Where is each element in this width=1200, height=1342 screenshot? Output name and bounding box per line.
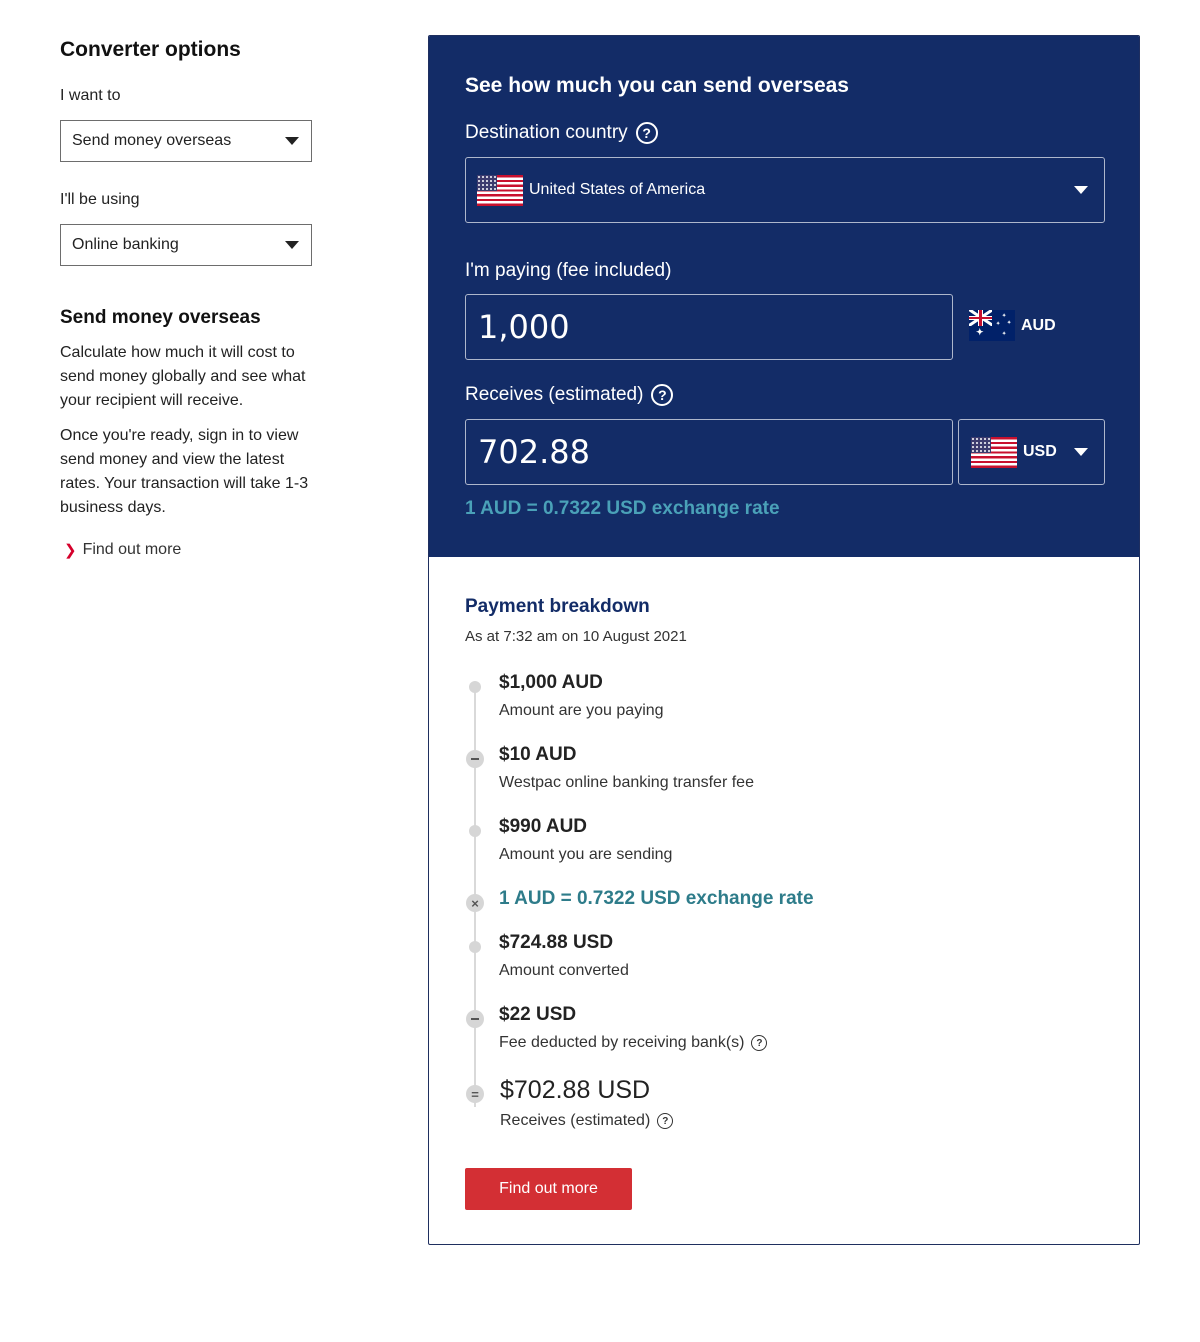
step-description-text: Receives (estimated) [500,1112,651,1129]
receives-currency-select[interactable] [958,419,1105,485]
find-out-more-link[interactable] [60,541,320,559]
step-amount: $10 AUD [499,744,577,765]
want-select-value: Send money overseas [72,132,232,149]
timeline-dot-icon [469,941,481,953]
step-amount: $990 AUD [499,816,588,837]
chevron-right-icon: ❯ [64,542,77,559]
find-out-more-link-label: Find out more [82,541,182,558]
paying-input[interactable]: 1,000 [465,294,953,360]
payment-breakdown [465,596,1105,1129]
help-icon[interactable]: ? [636,122,658,144]
receives-label-text: Receives (estimated) [465,384,644,405]
paying-currency [969,310,1056,341]
final-amount: $702.88 USD [500,1076,651,1104]
minus-icon [466,1010,484,1028]
using-select[interactable] [60,224,312,266]
chevron-down-icon [285,241,299,249]
step-description: Westpac online banking transfer fee [499,774,754,791]
step-amount: $724.88 USD [499,932,614,953]
us-flag-icon [971,437,1017,468]
converter-options [60,36,320,559]
timeline-dot-icon [469,825,481,837]
info-paragraph-2: Once you're ready, sign in to view send money and view the latest rates. Your transaction will take 1-3 business days. [60,427,309,516]
breakdown-title: Payment breakdown [465,596,650,617]
converter-options-heading: Converter options [60,38,241,61]
paying-currency-code: AUD [1021,316,1056,334]
step-description: Amount are you paying [499,702,664,719]
paying-label: I'm paying (fee included) [465,260,672,281]
info-heading: Send money overseas [60,307,261,328]
timeline-dot-icon [469,681,481,693]
find-out-more-button[interactable]: Find out more [465,1168,632,1210]
help-icon[interactable]: ? [657,1113,673,1129]
chevron-down-icon [285,137,299,145]
receives-label [465,384,673,406]
equals-icon: = [466,1085,484,1103]
step-exchange-rate: 1 AUD = 0.7322 USD exchange rate [499,888,814,909]
receives-currency-code: USD [1023,443,1057,460]
want-select[interactable] [60,120,312,162]
step-description-text: Fee deducted by receiving bank(s) [499,1034,745,1051]
step-description: Amount converted [499,962,629,979]
exchange-rate-text: 1 AUD = 0.7322 USD exchange rate [465,498,780,519]
destination-value: United States of America [529,181,706,198]
chevron-down-icon [1074,186,1088,194]
destination-select[interactable] [465,157,1105,223]
using-select-value: Online banking [72,236,179,253]
destination-label [465,122,658,144]
calculator-title: See how much you can send overseas [465,74,849,97]
receives-input[interactable]: 702.88 [465,419,953,485]
breakdown-date: As at 7:32 am on 10 August 2021 [465,628,687,645]
step-description [499,1034,767,1052]
help-icon[interactable]: ? [651,384,673,406]
step-amount: $1,000 AUD [499,672,603,693]
calculator-panel [429,36,1139,557]
calculator-card [428,35,1140,1245]
info-paragraph-1: Calculate how much it will cost to send money globally and see what your recipient will receive. [60,344,306,409]
multiply-icon: × [466,894,484,912]
minus-icon [466,750,484,768]
using-label: I'll be using [60,191,140,208]
au-flag-icon: ✦ ✦ ✦ ✦ ✦ [969,310,1015,341]
destination-label-text: Destination country [465,122,628,143]
want-label: I want to [60,87,121,104]
chevron-down-icon [1074,448,1088,456]
step-amount: $22 USD [499,1004,577,1025]
us-flag-icon [477,175,523,206]
help-icon[interactable]: ? [751,1035,767,1051]
step-description [500,1112,673,1130]
step-description: Amount you are sending [499,846,673,863]
